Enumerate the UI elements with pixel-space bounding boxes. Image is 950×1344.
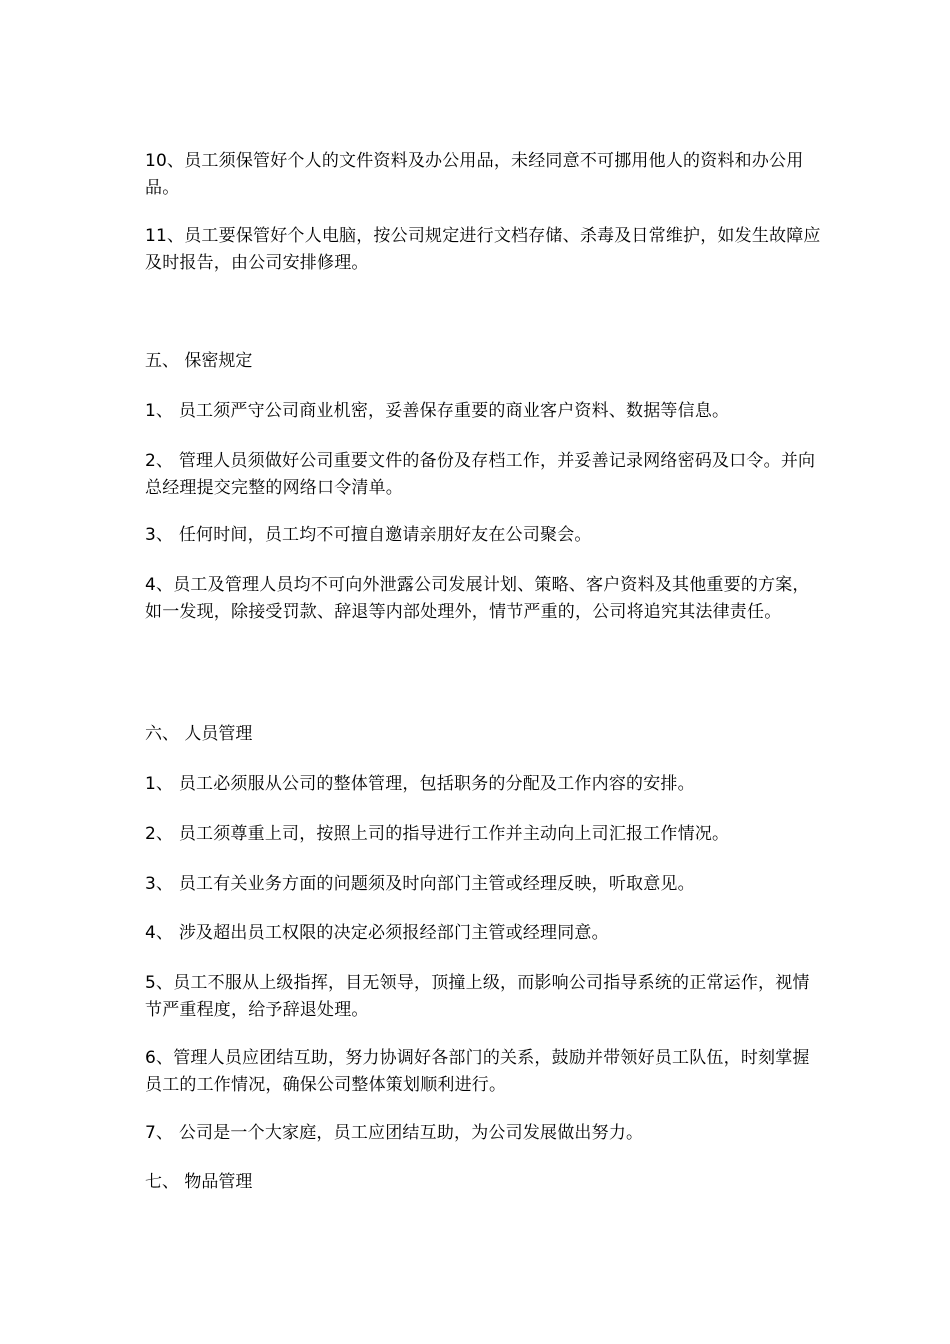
confidentiality-item-4: 4、员工及管理人员均不可向外泄露公司发展计划、策略、客户资料及其他重要的方案，如一发现，除接受罚款、辞退等内部处理外，情节严重的，公司将追究其法律责任。 bbox=[145, 575, 810, 622]
section-heading-goods: 七、 物品管理 bbox=[145, 1172, 253, 1192]
section-heading-confidentiality: 五、 保密规定 bbox=[145, 351, 253, 371]
confidentiality-item-1: 1、 员工须严守公司商业机密，妥善保存重要的商业客户资料、数据等信息。 bbox=[145, 401, 730, 421]
personnel-item-1: 1、 员工必须服从公司的整体管理，包括职务的分配及工作内容的安排。 bbox=[145, 774, 695, 794]
personnel-item-5: 5、员工不服从上级指挥，目无领导，顶撞上级，而影响公司指导系统的正常运作，视情节严重程度，给予辞退处理。 bbox=[145, 973, 810, 1020]
personnel-item-4: 4、 涉及超出员工权限的决定必须报经部门主管或经理同意。 bbox=[145, 923, 609, 943]
personnel-item-2: 2、 员工须尊重上司，按照上司的指导进行工作并主动向上司汇报工作情况。 bbox=[145, 824, 730, 844]
rule-paragraph-11: 11、员工要保管好个人电脑，按公司规定进行文档存储、杀毒及日常维护，如发生故障应及时报告，由公司安排修理。 bbox=[145, 226, 821, 273]
personnel-item-6: 6、管理人员应团结互助，努力协调好各部门的关系，鼓励并带领好员工队伍，时刻掌握员工的工作情况，确保公司整体策划顺利进行。 bbox=[145, 1048, 810, 1095]
rule-paragraph-10: 10、员工须保管好个人的文件资料及办公用品，未经同意不可挪用他人的资料和办公用品。 bbox=[145, 151, 804, 198]
personnel-item-3: 3、 员工有关业务方面的问题须及时向部门主管或经理反映，听取意见。 bbox=[145, 874, 695, 894]
personnel-item-7: 7、 公司是一个大家庭，员工应团结互助，为公司发展做出努力。 bbox=[145, 1123, 644, 1143]
confidentiality-item-2: 2、 管理人员须做好公司重要文件的备份及存档工作，并妥善记录网络密码及口令。并向总经理提交完整的网络口令清单。 bbox=[145, 451, 816, 498]
confidentiality-item-3: 3、 任何时间，员工均不可擅自邀请亲朋好友在公司聚会。 bbox=[145, 525, 592, 545]
section-heading-personnel: 六、 人员管理 bbox=[145, 724, 253, 744]
